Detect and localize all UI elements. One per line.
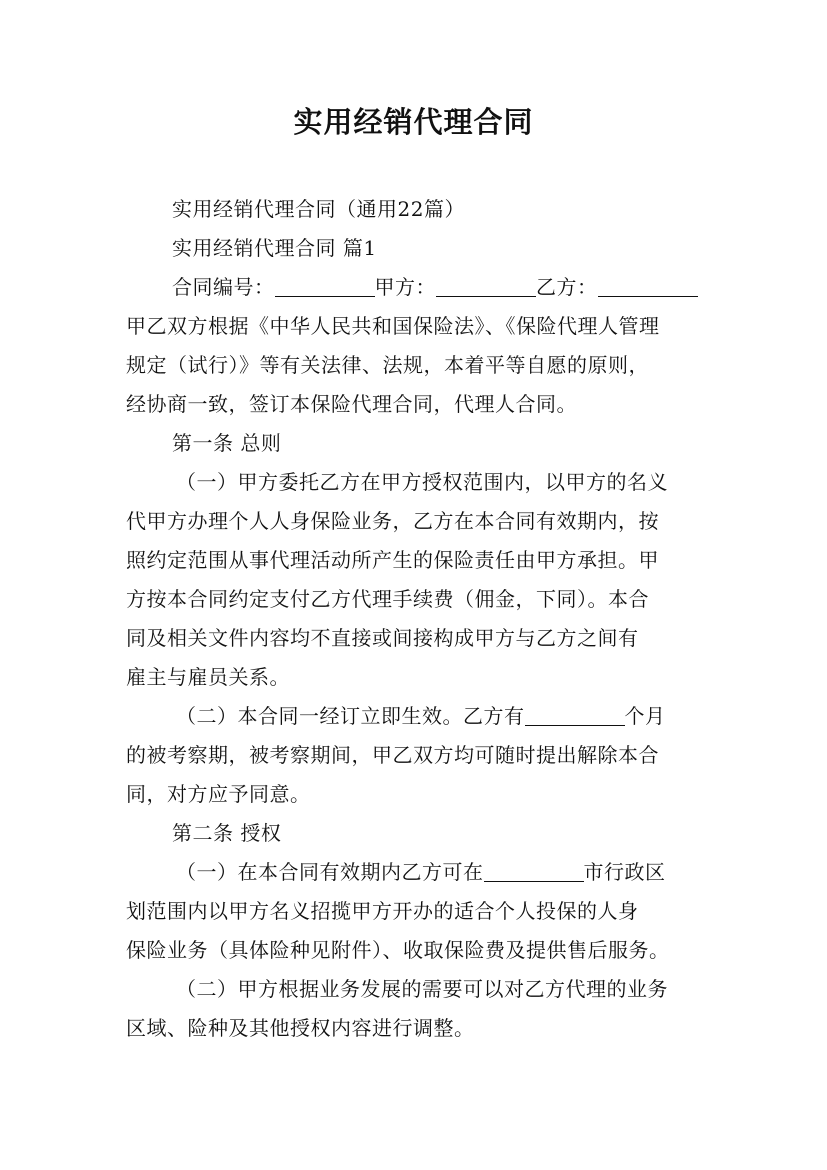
line-text: 同及相关文件内容均不直接或间接构成甲方与乙方之间有	[126, 626, 639, 650]
document-line	[126, 697, 702, 736]
line-text: 实用经销代理合同 篇1	[172, 236, 377, 260]
line-text: 代甲方办理个人人身保险业务，乙方在本合同有效期内，按	[126, 509, 659, 533]
line-text: 照约定范围从事代理活动所产生的保险责任由甲方承担。甲	[126, 548, 659, 572]
document-line	[126, 853, 702, 892]
line-text: 划范围内以甲方名义招揽甲方开办的适合个人投保的人身	[126, 899, 639, 923]
document-line	[126, 970, 702, 1009]
document-line	[126, 346, 702, 385]
line-text: 方按本合同约定支付乙方代理手续费（佣金，下同）。本合	[126, 587, 649, 611]
line-text: 第二条 授权	[172, 821, 282, 845]
document-line	[126, 814, 702, 853]
line-text: 经协商一致，签订本保险代理合同，代理人合同。	[126, 392, 577, 416]
document-line	[126, 658, 702, 697]
document-line	[126, 580, 702, 619]
line-label: 乙方：	[536, 275, 598, 299]
line-text: （二）本合同一经订立即生效。乙方有	[176, 704, 525, 728]
document-line	[126, 463, 702, 502]
line-text: 甲乙双方根据《中华人民共和国保险法》、《保险代理人管理	[126, 314, 660, 338]
line-text: 雇主与雇员关系。	[126, 665, 290, 689]
document-line	[126, 619, 702, 658]
document-line	[126, 892, 702, 931]
fill-in-blank	[598, 274, 698, 297]
fill-in-blank	[525, 703, 625, 726]
document-line	[126, 502, 702, 541]
document-line	[126, 229, 702, 268]
document-line	[126, 775, 702, 814]
line-text: 实用经销代理合同（通用22篇）	[172, 197, 465, 221]
line-text: 规定（试行）》等有关法律、法规，本着平等自愿的原则，	[126, 353, 649, 377]
document-line	[126, 1009, 702, 1048]
document-line	[126, 931, 702, 970]
line-text: 同，对方应予同意。	[126, 782, 311, 806]
document-line	[126, 190, 702, 229]
line-label: 甲方：	[374, 275, 436, 299]
fill-in-blank	[436, 274, 536, 297]
document-title: 实用经销代理合同	[293, 105, 534, 139]
line-text: 第一条 总则	[172, 431, 282, 455]
fill-in-blank	[484, 859, 584, 882]
document-line	[126, 307, 702, 346]
line-text: 的被考察期，被考察期间，甲乙双方均可随时提出解除本合	[126, 743, 659, 767]
line-text: 保险业务（具体险种见附件）、收取保险费及提供售后服务。	[126, 938, 670, 962]
line-text: 区域、险种及其他授权内容进行调整。	[126, 1016, 475, 1040]
document-line	[126, 385, 702, 424]
document-line	[126, 541, 702, 580]
document-body	[126, 190, 702, 1048]
line-text: （二）甲方根据业务发展的需要可以对乙方代理的业务	[176, 977, 668, 1001]
line-label: 合同编号：	[172, 275, 275, 299]
line-text: 个月	[624, 704, 666, 728]
line-text: （一）在本合同有效期内乙方可在	[176, 860, 484, 884]
document-line	[126, 424, 702, 463]
document-line	[126, 736, 702, 775]
line-text: （一）甲方委托乙方在甲方授权范围内，以甲方的名义	[176, 470, 668, 494]
fill-in-blank	[275, 274, 375, 297]
line-text: 市行政区	[583, 860, 666, 884]
document-line	[126, 268, 702, 307]
